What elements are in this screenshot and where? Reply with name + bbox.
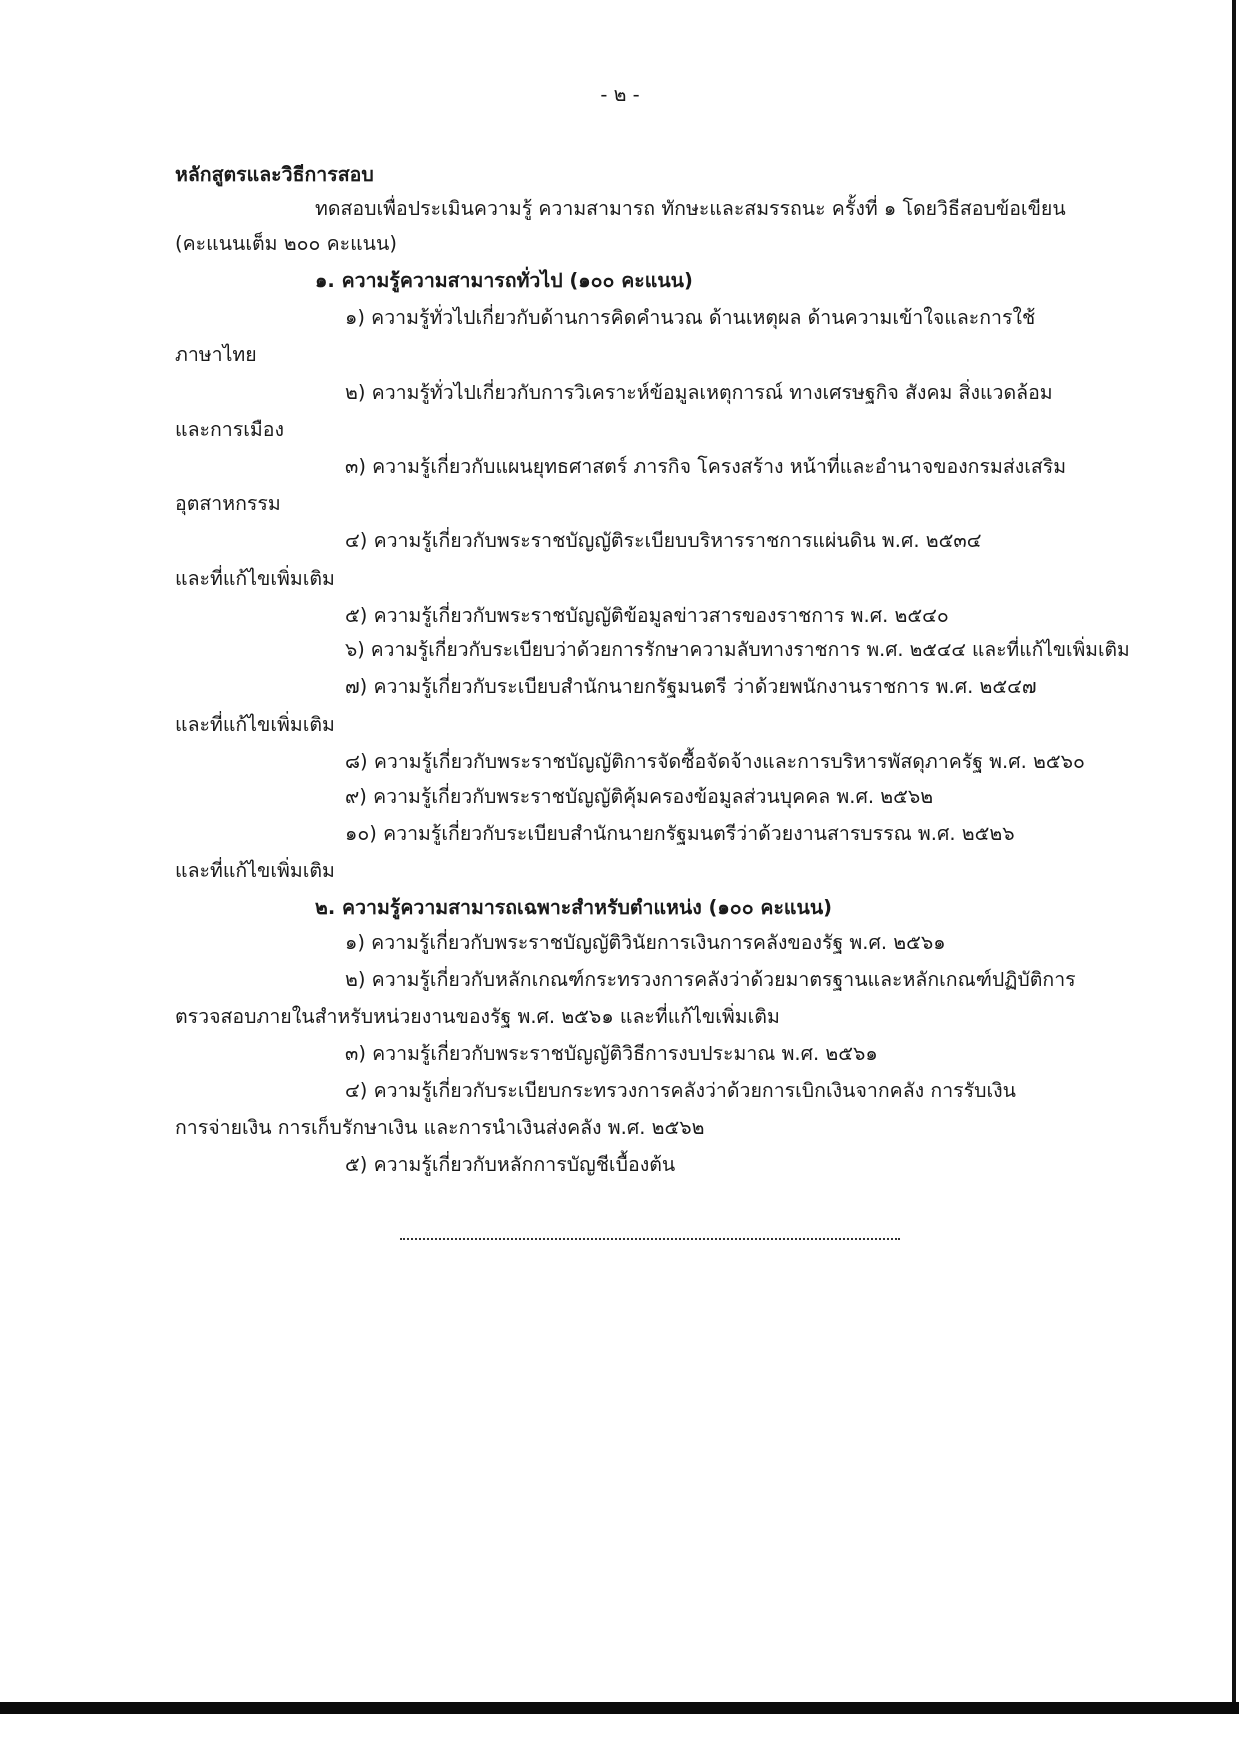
part1-item-5: ๕) ความรู้เกี่ยวกับพระราชบัญญัติข้อมูลข่าวสารของราชการ พ.ศ. ๒๕๔๐ <box>345 604 949 627</box>
part1-item-7-cont: และที่แก้ไขเพิ่มเติม <box>175 713 335 736</box>
intro-line-2: (คะแนนเต็ม ๒๐๐ คะแนน) <box>175 232 397 255</box>
part2-item-2-cont: ตรวจสอบภายในสำหรับหน่วยงานของรัฐ พ.ศ. ๒๕๖๑ และที่แก้ไขเพิ่มเติม <box>175 1005 780 1028</box>
part1-item-9: ๙) ความรู้เกี่ยวกับพระราชบัญญัติคุ้มครองข้อมูลส่วนบุคคล พ.ศ. ๒๕๖๒ <box>345 785 934 808</box>
part1-item-3: ๓) ความรู้เกี่ยวกับแผนยุทธศาสตร์ ภารกิจ โครงสร้าง หน้าที่และอำนาจของกรมส่งเสริม <box>345 455 1067 478</box>
part1-item-2: ๒) ความรู้ทั่วไปเกี่ยวกับการวิเคราะห์ข้อมูลเหตุการณ์ ทางเศรษฐกิจ สังคม สิ่งแวดล้อม <box>345 381 1053 404</box>
section-title: หลักสูตรและวิธีการสอบ <box>175 163 374 186</box>
part1-item-4: ๔) ความรู้เกี่ยวกับพระราชบัญญัติระเบียบบริหารราชการแผ่นดิน พ.ศ. ๒๕๓๔ <box>345 529 982 552</box>
blank-area <box>0 1260 1230 1700</box>
part2-item-5: ๕) ความรู้เกี่ยวกับหลักการบัญชีเบื้องต้น <box>345 1153 676 1176</box>
part2-heading: ๒. ความรู้ความสามารถเฉพาะสำหรับตำแหน่ง (๑๐๐ คะแนน) <box>315 896 833 919</box>
intro-line-1: ทดสอบเพื่อประเมินความรู้ ความสามารถ ทักษะและสมรรถนะ ครั้งที่ ๑ โดยวิธีสอบข้อเขียน <box>315 197 1066 220</box>
part1-item-4-cont: และที่แก้ไขเพิ่มเติม <box>175 567 335 590</box>
scan-bottom-border <box>0 1702 1239 1714</box>
part1-heading: ๑. ความรู้ความสามารถทั่วไป (๑๐๐ คะแนน) <box>315 269 693 292</box>
part1-item-10: ๑๐) ความรู้เกี่ยวกับระเบียบสำนักนายกรัฐมนตรีว่าด้วยงานสารบรรณ พ.ศ. ๒๕๒๖ <box>345 822 1015 845</box>
part1-item-1-cont: ภาษาไทย <box>175 343 257 366</box>
part2-item-1: ๑) ความรู้เกี่ยวกับพระราชบัญญัติวินัยการเงินการคลังของรัฐ พ.ศ. ๒๕๖๑ <box>345 931 946 954</box>
part2-item-4-cont: การจ่ายเงิน การเก็บรักษาเงิน และการนำเงินส่งคลัง พ.ศ. ๒๕๖๒ <box>175 1116 705 1139</box>
part2-item-4: ๔) ความรู้เกี่ยวกับระเบียบกระทรวงการคลังว่าด้วยการเบิกเงินจากคลัง การรับเงิน <box>345 1079 1016 1102</box>
page-number: - ๒ - <box>600 83 640 106</box>
part2-item-2: ๒) ความรู้เกี่ยวกับหลักเกณฑ์กระทรวงการคลังว่าด้วยมาตรฐานและหลักเกณฑ์ปฏิบัติการ <box>345 968 1076 991</box>
part1-item-8: ๘) ความรู้เกี่ยวกับพระราชบัญญัติการจัดซื้อจัดจ้างและการบริหารพัสดุภาครัฐ พ.ศ. ๒๕๖๐ <box>345 750 1085 773</box>
part1-item-3-cont: อุตสาหกรรม <box>175 492 281 515</box>
part1-item-1: ๑) ความรู้ทั่วไปเกี่ยวกับด้านการคิดคำนวณ ด้านเหตุผล ด้านความเข้าใจและการใช้ <box>345 306 1036 329</box>
part1-item-7: ๗) ความรู้เกี่ยวกับระเบียบสำนักนายกรัฐมนตรี ว่าด้วยพนักงานราชการ พ.ศ. ๒๕๔๗ <box>345 675 1037 698</box>
part1-item-2-cont: และการเมือง <box>175 418 284 441</box>
scan-right-edge <box>1232 0 1236 1712</box>
end-dotted-rule <box>400 1238 900 1240</box>
part1-item-6: ๖) ความรู้เกี่ยวกับระเบียบว่าด้วยการรักษาความลับทางราชการ พ.ศ. ๒๕๔๔ และที่แก้ไขเพิ่มเติม <box>345 638 1130 661</box>
part2-item-3: ๓) ความรู้เกี่ยวกับพระราชบัญญัติวิธีการงบประมาณ พ.ศ. ๒๕๖๑ <box>345 1042 878 1065</box>
part1-item-10-cont: และที่แก้ไขเพิ่มเติม <box>175 859 335 882</box>
